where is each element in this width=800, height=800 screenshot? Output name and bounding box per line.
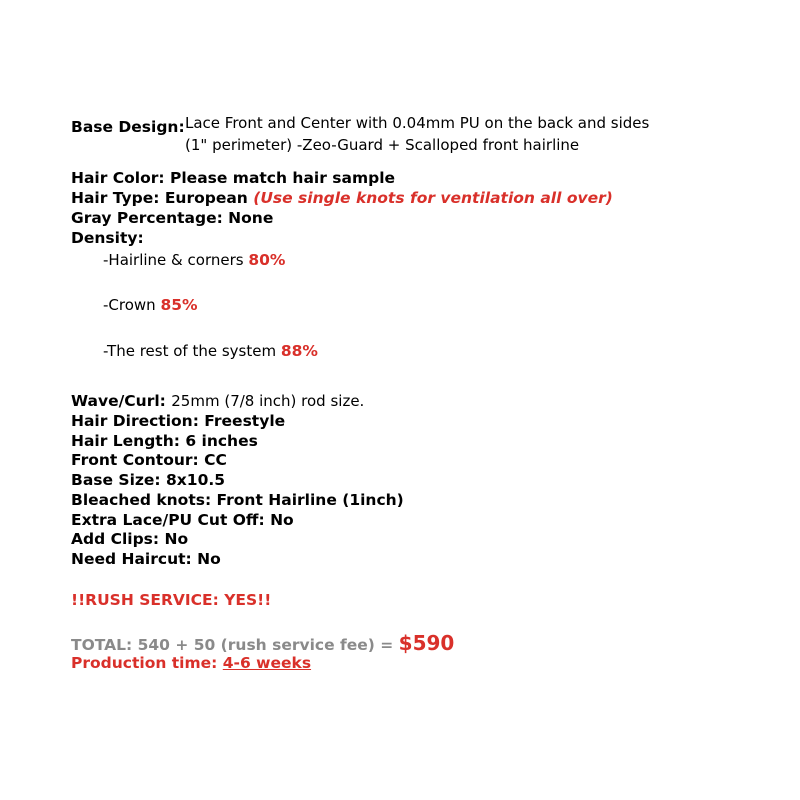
front-contour: Front Contour: CC	[71, 451, 227, 469]
hair-type-note: (Use single knots for ventilation all over)	[253, 189, 613, 207]
density-item-crown	[103, 296, 198, 314]
need-haircut: Need Haircut: No	[71, 550, 221, 568]
base-size: Base Size: 8x10.5	[71, 471, 226, 489]
density-item-label: -The rest of the system	[103, 342, 277, 360]
density-item-label: -Crown	[103, 296, 156, 314]
density-item-rest	[103, 342, 318, 360]
hair-type	[71, 189, 613, 207]
total-label: TOTAL: 540 + 50 (rush service fee) =	[71, 636, 394, 654]
total-amount: $590	[398, 631, 455, 655]
production-time-label: Production time:	[71, 654, 218, 672]
base-design-label: Base Design:	[71, 118, 185, 136]
total	[71, 631, 454, 655]
density-item-hairline	[103, 251, 285, 269]
hair-length: Hair Length: 6 inches	[71, 432, 258, 450]
wave-curl	[71, 392, 364, 410]
extra-lace: Extra Lace/PU Cut Off: No	[71, 511, 294, 529]
bleached-knots: Bleached knots: Front Hairline (1inch)	[71, 491, 404, 509]
density-item-value: 85%	[160, 296, 198, 314]
density-item-label: -Hairline & corners	[103, 251, 244, 269]
hair-direction: Hair Direction: Freestyle	[71, 412, 286, 430]
gray-percentage: Gray Percentage: None	[71, 209, 274, 227]
add-clips: Add Clips: No	[71, 530, 189, 548]
production-time-value: 4-6 weeks	[222, 654, 312, 672]
hair-color: Hair Color: Please match hair sample	[71, 169, 396, 187]
rush-service: !!RUSH SERVICE: YES!!	[71, 591, 272, 609]
base-design-line-2: (1" perimeter) -Zeo-Guard + Scalloped front hairline	[185, 136, 580, 154]
hair-type-label: Hair Type: European	[71, 189, 248, 207]
production-time	[71, 654, 311, 672]
wave-curl-value: 25mm (7/8 inch) rod size.	[171, 392, 365, 410]
density-item-value: 80%	[248, 251, 286, 269]
density-item-value: 88%	[280, 342, 318, 360]
wave-curl-label: Wave/Curl:	[71, 392, 166, 410]
density-label: Density:	[71, 229, 144, 247]
base-design-line-1: Lace Front and Center with 0.04mm PU on the back and sides	[185, 114, 650, 132]
